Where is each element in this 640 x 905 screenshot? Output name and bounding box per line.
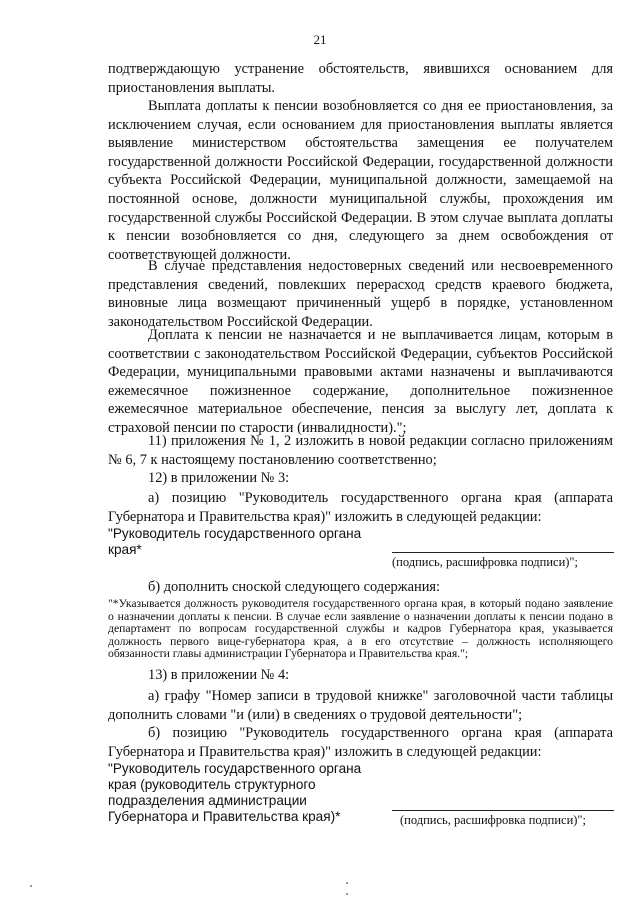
paragraph-not-assigned: Доплата к пенсии не назначается и не выплачивается лицам, которым в соответствии с законодательством Российской Федерации, субъектов Российской Федерации, муниципальными правовыми актами назначены и выплачиваются ежемесячное пожизненное содержание, дополнительное пожизненное ежемесячное материальное обеспечение, пенсия за выслугу лет, доплата к страховой пенсии по старости (инвалидности)."; <box>108 327 613 436</box>
paragraph-item-12b: б) дополнить сноской следующего содержания: <box>148 579 441 595</box>
paragraph-continuation: подтверждающую устранение обстоятельств, явившихся основанием для приостановления выплаты. <box>108 61 613 96</box>
paragraph-item-12: 12) в приложении № 3: <box>148 470 290 486</box>
paragraph-item-13a: а) графу "Номер записи в трудовой книжке" заголовочной части таблицы дополнить словами "и (или) в сведениях о трудовой деятельности"; <box>108 688 613 723</box>
signature-block-line: "Руководитель государственного органа <box>108 526 362 541</box>
scan-speck <box>346 882 348 884</box>
signature-block-line: края* <box>108 542 142 557</box>
footnote-text: "*Указывается должность руководителя государственного органа края, в который подано заявление о назначении доплаты к пенсии. В случае если заявление о назначении доплаты к пенсии подано в департамент по вопросам государственной службы и кадров Губернатора края, указывается должность первого вице-губернатора края, а в его отсутствие – должность исполняющего обязанности главы администрации Губернатора и Правительства края."; <box>108 597 613 661</box>
paragraph-resumption: Выплата доплаты к пенсии возобновляется со дня ее приостановления, за исключением случая, если основанием для приостановления выплаты является выявление министерством обстоятельства замещения ее получателем государственной должности Российской Федерации, государственной должности субъекта Российской Федерации, муниципальной должности, замещаемой на постоянной основе, должности муниципальной службы, прохождения им государственной службы Российской Федерации. В этом случае выплата доплаты к пенсии возобновляется со дня, следующего за днем освобождения от соответствующей должности. <box>108 98 613 263</box>
signature-line <box>392 810 614 811</box>
signature-block-line: "Руководитель государственного органа <box>108 761 362 776</box>
signature-caption: (подпись, расшифровка подписи)"; <box>400 813 586 827</box>
paragraph-item-12a: а) позицию "Руководитель государственного органа края (аппарата Губернатора и Правительства края)" изложить в следующей редакции: <box>108 490 613 525</box>
paragraph-item-13b: б) позицию "Руководитель государственного органа края (аппарата Губернатора и Правительства края)" изложить в следующей редакции: <box>108 725 613 760</box>
signature-caption: (подпись, расшифровка подписи)"; <box>392 555 578 569</box>
paragraph-inaccurate-info: В случае представления недостоверных сведений или несвоевременного представления сведений, повлекших перерасход средств краевого бюджета, виновные лица возмещают причиненный ущерб в порядке, установленном законодательством Российской Федерации. <box>108 258 613 330</box>
signature-block-line: Губернатора и Правительства края)* <box>108 809 341 824</box>
scan-speck <box>346 893 348 895</box>
signature-line <box>392 552 614 553</box>
paragraph-item-13: 13) в приложении № 4: <box>148 667 290 683</box>
signature-block-2 <box>108 761 428 825</box>
signature-block-line: края (руководитель структурного <box>108 777 316 792</box>
signature-block-1 <box>108 526 428 558</box>
signature-block-line: подразделения администрации <box>108 793 307 808</box>
page-number: 21 <box>313 32 327 47</box>
scan-speck <box>30 885 32 887</box>
paragraph-item-11: 11) приложения № 1, 2 изложить в новой редакции согласно приложениям № 6, 7 к настоящему постановлению соответственно; <box>108 433 613 468</box>
